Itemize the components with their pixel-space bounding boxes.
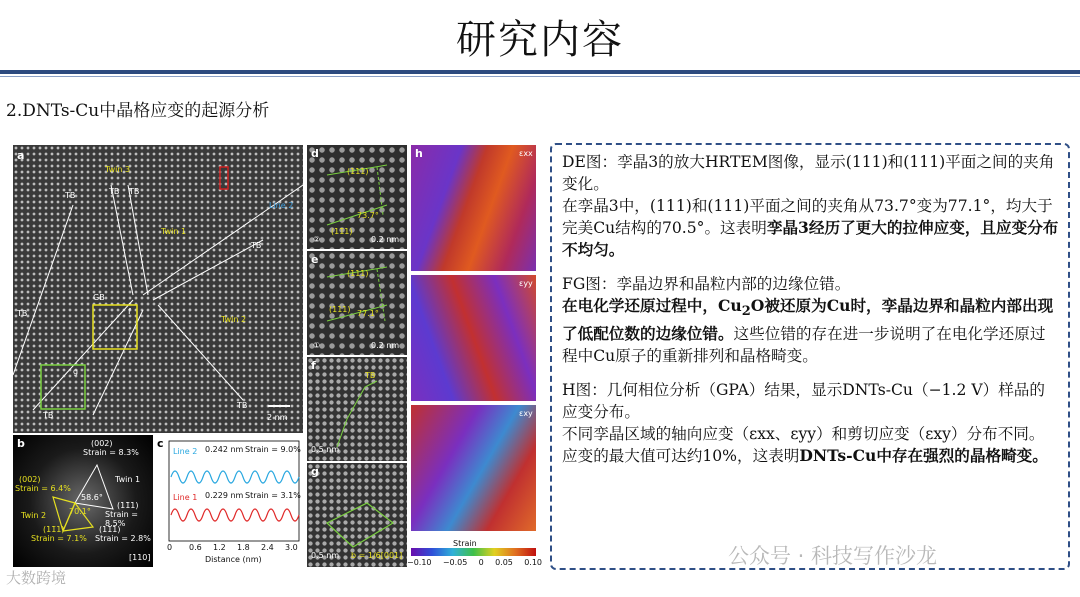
panel-h-exx-map: [411, 145, 536, 271]
colorbar-tick: −0.05: [442, 558, 468, 567]
tb-label: TB: [129, 187, 140, 196]
panel-e-overlay: [307, 251, 407, 355]
fg-bold-2: O被还原为Cu时，孪晶边界和晶粒内部出现了低配位数的边缘位错。: [562, 296, 1054, 344]
fg-bold-sub: 2: [741, 304, 751, 320]
spacer: [562, 261, 1060, 273]
line2-label: Line 2: [269, 201, 294, 210]
c-line2-strain: Strain = 9.0%: [245, 445, 301, 454]
c-line2-spacing: 0.242 nm: [205, 445, 244, 454]
section-subtitle: 2.DNTs-Cu中晶格应变的起源分析: [6, 101, 270, 121]
panel-a-hrtem: [13, 145, 303, 433]
box-f-label: f: [128, 307, 131, 316]
fft-111-strain: Strain = 7.1%: [31, 534, 87, 543]
fft-angle2: 70.1°: [69, 507, 91, 516]
c-xtick: 3.0: [285, 543, 298, 552]
c-xlabel: Distance (nm): [205, 555, 262, 564]
panel-label-h: h: [415, 147, 423, 160]
fg-heading: FG图：孪晶边界和晶粒内部的边缘位错。: [562, 275, 851, 293]
page-title: 研究内容: [456, 17, 624, 63]
panel-c-profile: [155, 435, 305, 567]
e-scalebar: 0.2 nm: [371, 341, 400, 350]
gb-label: GB: [93, 293, 105, 302]
fft-twin2-label: Twin 2: [21, 511, 47, 520]
c-xtick: 1.2: [213, 543, 226, 552]
colorbar-label: Strain: [453, 539, 477, 548]
h-map-label: εxx: [519, 149, 533, 158]
fft-111-label: (11̄1): [43, 525, 65, 534]
e-angle: 77.1°: [357, 309, 379, 318]
de-body: [562, 195, 1060, 261]
panel-label-d: d: [311, 147, 319, 160]
panel-g-hrtem: [307, 463, 407, 567]
fg-body: [562, 295, 1060, 367]
figure-composite: [13, 143, 540, 573]
h-heading: H图：几何相位分析（GPA）结果，显示DNTs-Cu（−1.2 V）样品的应变分布。: [562, 381, 1045, 422]
c-line2-label: Line 2: [173, 447, 198, 456]
panel-label-a: a: [17, 149, 25, 162]
strain-colorbar: [411, 548, 536, 556]
h-map-label: εyy: [519, 279, 533, 288]
panel-label-e: e: [311, 253, 319, 266]
d-scalebar: 0.2 nm: [371, 235, 400, 244]
e-plane-top: (111): [347, 269, 369, 278]
tb-label: TB: [251, 241, 262, 250]
h-conclusion: DNTs-Cu中存在强烈的晶格畸变。: [799, 446, 1048, 466]
panel-h-exy-map: [411, 405, 536, 531]
h-body-text: 不同孪晶区域的轴向应变（εxx、εyy）和剪切应变（εxy）分布不同。应变的最大值可达约10%，这表明: [562, 425, 1045, 466]
d-plane-bottom: (11̄1): [331, 227, 353, 236]
fft-002-strain: Strain = 6.4%: [15, 484, 71, 493]
de-heading: DE图：孪晶3的放大HRTEM图像，显示(111)和(111)平面之间的夹角变化。: [562, 153, 1055, 193]
panel-d-hrtem: [307, 145, 407, 249]
c-line1-label: Line 1: [173, 493, 198, 502]
scalebar-a: 2 nm: [267, 413, 288, 422]
watermark-left: 大数跨境: [6, 569, 67, 587]
panel-label-b: b: [17, 437, 25, 450]
fg-bold-1: 在电化学还原过程中，Cu: [562, 296, 742, 315]
title-rule-thin: [0, 76, 1080, 77]
panel-a-overlay: [13, 145, 303, 433]
c-xtick: 1.8: [237, 543, 250, 552]
c-line1-strain: Strain = 3.1%: [245, 491, 301, 500]
spacer: [562, 367, 1060, 379]
tb-label: TB: [109, 187, 120, 196]
d-plane-top: (111): [347, 167, 369, 176]
panel-label-f: f: [311, 359, 316, 372]
de-conclusion: 孪晶3经历了更大的拉伸应变，且应变分布不均匀。: [562, 218, 1059, 259]
watermark-right: 公众号 · 科技写作沙龙: [728, 544, 938, 568]
d-angle: 73.7°: [357, 211, 379, 220]
colorbar-ticks: [407, 558, 542, 567]
title-rule: [0, 70, 1080, 74]
colorbar-tick: 0.05: [495, 558, 513, 567]
f-scalebar: 0.5 nm: [311, 445, 340, 454]
g-scalebar: 0.5 nm: [311, 551, 340, 560]
fft-111-label: (11̄1): [99, 525, 121, 534]
panel-h-eyy-map: [411, 275, 536, 401]
colorbar-tick: −0.10: [407, 558, 432, 567]
twin2-label: Twin 2: [221, 315, 247, 324]
c-xtick: 0.6: [189, 543, 202, 552]
g-burgers: b = 1/6[001]: [351, 551, 403, 560]
fft-twin1-label: Twin 1: [115, 475, 141, 484]
d-marker: ②: [313, 235, 321, 244]
panel-f-hrtem: [307, 357, 407, 461]
tb-label: TB: [65, 191, 76, 200]
fft-002-label: (002): [91, 439, 113, 448]
tb-label: TB: [43, 411, 54, 420]
panel-b-fft: [13, 435, 153, 567]
e-plane-bottom: (111): [329, 305, 351, 314]
fft-111-strain: Strain = 2.8%: [95, 534, 151, 543]
tb-label: TB: [17, 309, 28, 318]
c-xtick: 0: [167, 543, 173, 552]
fft-111-strain: Strain = 8.5%: [105, 510, 138, 528]
fft-002-strain: Strain = 8.3%: [83, 448, 139, 457]
fft-angle1: 58.6°: [81, 493, 103, 502]
c-xtick: 2.4: [261, 543, 274, 552]
colorbar-tick: 0.10: [524, 558, 542, 567]
panel-label-c: c: [157, 437, 164, 450]
f-tb-label: TB: [365, 371, 376, 380]
twin3-label: Twin 3: [105, 165, 131, 174]
tb-label: TB: [237, 401, 248, 410]
e-marker: ①: [313, 341, 321, 350]
c-line1-spacing: 0.229 nm: [205, 491, 244, 500]
explanation-textbox: [550, 143, 1070, 570]
fft-zone-axis: [110]: [129, 553, 151, 562]
de-body-text: 在孪晶3中，(111)和(111)平面之间的夹角从73.7°变为77.1°，均大于完美Cu结构的70.5°。这表明: [562, 197, 1053, 237]
twin1-label: Twin 1: [161, 227, 187, 236]
h-map-label: εxy: [519, 409, 533, 418]
panel-e-hrtem: [307, 251, 407, 355]
colorbar-tick: 0: [478, 558, 484, 567]
fg-rest: 这些位错的存在进一步说明了在电化学还原过程中Cu原子的重新排列和晶格畸变。: [562, 325, 1046, 366]
fft-002-label: (002): [19, 475, 41, 484]
fft-111-label: (11̄1): [117, 501, 139, 510]
box-g-label: g: [73, 367, 79, 376]
panel-label-g: g: [311, 465, 319, 478]
h-body: [562, 423, 1060, 467]
panel-d-overlay: [307, 145, 407, 249]
